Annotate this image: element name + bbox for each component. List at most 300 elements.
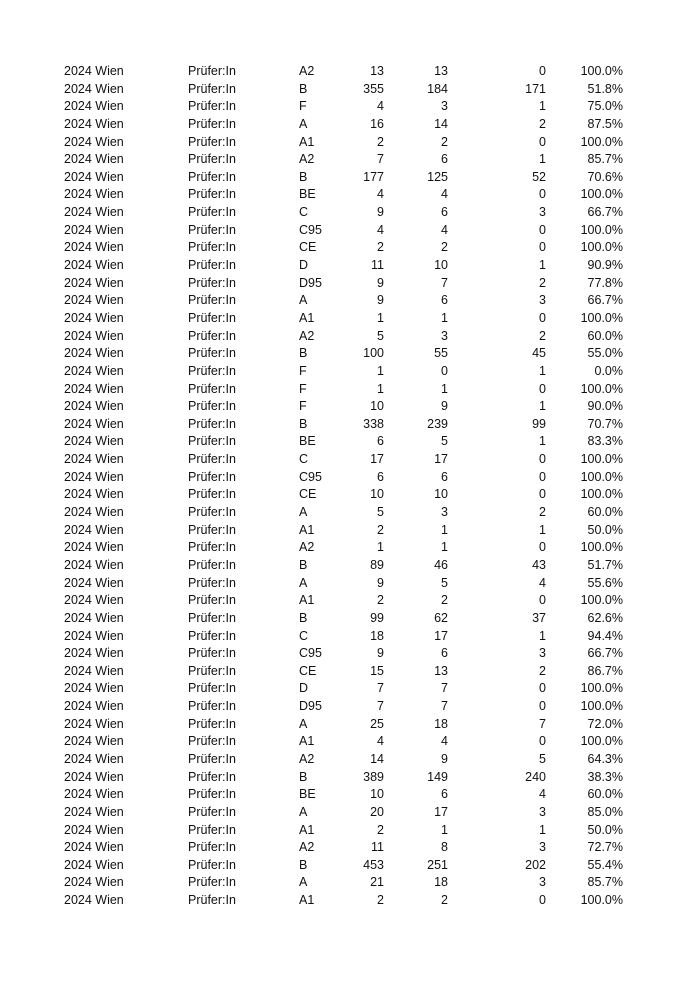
- license-class-cell: C: [299, 628, 309, 643]
- license-class-cell: CE: [299, 240, 317, 255]
- year-location-cell: 2024 Wien: [64, 575, 124, 590]
- license-class-cell: D95: [299, 275, 322, 290]
- table-row: [0, 822, 700, 840]
- passed-count-cell: 18: [434, 875, 448, 890]
- examiner-role-cell: Prüfer:In: [188, 363, 236, 378]
- license-class-cell: A1: [299, 310, 315, 325]
- total-count-cell: 9: [377, 646, 384, 661]
- total-count-cell: 9: [377, 575, 384, 590]
- examiner-role-cell: Prüfer:In: [188, 751, 236, 766]
- pass-rate-cell: 51.7%: [587, 557, 623, 572]
- license-class-cell: B: [299, 416, 308, 431]
- total-count-cell: 13: [370, 64, 384, 78]
- failed-count-cell: 3: [539, 205, 546, 220]
- failed-count-cell: 2: [539, 116, 546, 131]
- table-row: [0, 328, 700, 346]
- year-location-cell: 2024 Wien: [64, 716, 124, 731]
- pass-rate-cell: 100.0%: [580, 593, 623, 608]
- failed-count-cell: 0: [539, 734, 546, 749]
- year-location-cell: 2024 Wien: [64, 363, 124, 378]
- table-row: [0, 239, 700, 257]
- failed-count-cell: 0: [539, 893, 546, 908]
- passed-count-cell: 2: [441, 593, 448, 608]
- examiner-role-cell: Prüfer:In: [188, 293, 236, 308]
- passed-count-cell: 6: [441, 469, 448, 484]
- examiner-role-cell: Prüfer:In: [188, 469, 236, 484]
- year-location-cell: 2024 Wien: [64, 610, 124, 625]
- passed-count-cell: 4: [441, 187, 448, 202]
- failed-count-cell: 52: [532, 169, 546, 184]
- year-location-cell: 2024 Wien: [64, 346, 124, 361]
- year-location-cell: 2024 Wien: [64, 64, 124, 78]
- table-row: [0, 451, 700, 469]
- license-class-cell: B: [299, 346, 308, 361]
- total-count-cell: 2: [377, 593, 384, 608]
- year-location-cell: 2024 Wien: [64, 134, 124, 149]
- year-location-cell: 2024 Wien: [64, 205, 124, 220]
- year-location-cell: 2024 Wien: [64, 681, 124, 696]
- examiner-role-cell: Prüfer:In: [188, 205, 236, 220]
- table-row: [0, 786, 700, 804]
- examiner-role-cell: Prüfer:In: [188, 134, 236, 149]
- failed-count-cell: 3: [539, 804, 546, 819]
- table-row: [0, 275, 700, 293]
- total-count-cell: 20: [370, 804, 384, 819]
- year-location-cell: 2024 Wien: [64, 522, 124, 537]
- table-row: [0, 522, 700, 540]
- table-row: [0, 557, 700, 575]
- pass-rate-cell: 66.7%: [587, 205, 623, 220]
- passed-count-cell: 3: [441, 328, 448, 343]
- table-row: [0, 698, 700, 716]
- total-count-cell: 355: [363, 81, 384, 96]
- year-location-cell: 2024 Wien: [64, 222, 124, 237]
- passed-count-cell: 9: [441, 751, 448, 766]
- failed-count-cell: 240: [525, 769, 546, 784]
- pass-rate-cell: 87.5%: [587, 116, 623, 131]
- passed-count-cell: 1: [441, 381, 448, 396]
- passed-count-cell: 0: [441, 363, 448, 378]
- total-count-cell: 6: [377, 434, 384, 449]
- year-location-cell: 2024 Wien: [64, 452, 124, 467]
- failed-count-cell: 5: [539, 751, 546, 766]
- failed-count-cell: 37: [532, 610, 546, 625]
- year-location-cell: 2024 Wien: [64, 875, 124, 890]
- license-class-cell: C95: [299, 646, 322, 661]
- passed-count-cell: 55: [434, 346, 448, 361]
- passed-count-cell: 17: [434, 628, 448, 643]
- license-class-cell: A: [299, 293, 308, 308]
- failed-count-cell: 7: [539, 716, 546, 731]
- examiner-role-cell: Prüfer:In: [188, 346, 236, 361]
- examiner-role-cell: Prüfer:In: [188, 787, 236, 802]
- passed-count-cell: 7: [441, 275, 448, 290]
- examiner-role-cell: Prüfer:In: [188, 681, 236, 696]
- total-count-cell: 4: [377, 99, 384, 114]
- license-class-cell: A1: [299, 522, 315, 537]
- passed-count-cell: 14: [434, 116, 448, 131]
- total-count-cell: 11: [371, 840, 384, 855]
- license-class-cell: A: [299, 804, 308, 819]
- examiner-role-cell: Prüfer:In: [188, 557, 236, 572]
- year-location-cell: 2024 Wien: [64, 293, 124, 308]
- examiner-role-cell: Prüfer:In: [188, 328, 236, 343]
- data-table: [0, 63, 700, 910]
- total-count-cell: 389: [363, 769, 384, 784]
- failed-count-cell: 0: [539, 681, 546, 696]
- total-count-cell: 177: [363, 169, 384, 184]
- failed-count-cell: 99: [532, 416, 546, 431]
- table-row: [0, 116, 700, 134]
- year-location-cell: 2024 Wien: [64, 328, 124, 343]
- total-count-cell: 5: [377, 505, 384, 520]
- year-location-cell: 2024 Wien: [64, 787, 124, 802]
- total-count-cell: 100: [363, 346, 384, 361]
- passed-count-cell: 7: [441, 681, 448, 696]
- passed-count-cell: 5: [441, 434, 448, 449]
- passed-count-cell: 17: [434, 452, 448, 467]
- pass-rate-cell: 85.7%: [587, 875, 623, 890]
- failed-count-cell: 1: [539, 434, 546, 449]
- license-class-cell: A: [299, 875, 308, 890]
- examiner-role-cell: Prüfer:In: [188, 434, 236, 449]
- passed-count-cell: 2: [441, 893, 448, 908]
- total-count-cell: 1: [377, 540, 384, 555]
- passed-count-cell: 13: [434, 64, 448, 78]
- license-class-cell: CE: [299, 487, 317, 502]
- pass-rate-cell: 90.9%: [587, 258, 623, 273]
- year-location-cell: 2024 Wien: [64, 840, 124, 855]
- year-location-cell: 2024 Wien: [64, 646, 124, 661]
- failed-count-cell: 1: [539, 522, 546, 537]
- passed-count-cell: 239: [427, 416, 448, 431]
- failed-count-cell: 202: [525, 857, 546, 872]
- license-class-cell: A1: [299, 893, 315, 908]
- examiner-role-cell: Prüfer:In: [188, 522, 236, 537]
- total-count-cell: 5: [377, 328, 384, 343]
- pass-rate-cell: 100.0%: [580, 734, 623, 749]
- pass-rate-cell: 66.7%: [587, 293, 623, 308]
- failed-count-cell: 2: [539, 505, 546, 520]
- passed-count-cell: 1: [441, 522, 448, 537]
- pass-rate-cell: 51.8%: [587, 81, 623, 96]
- pass-rate-cell: 94.4%: [587, 628, 623, 643]
- pass-rate-cell: 70.6%: [587, 169, 623, 184]
- table-row: [0, 839, 700, 857]
- total-count-cell: 1: [377, 363, 384, 378]
- year-location-cell: 2024 Wien: [64, 734, 124, 749]
- license-class-cell: A2: [299, 840, 315, 855]
- pass-rate-cell: 70.7%: [587, 416, 623, 431]
- total-count-cell: 2: [377, 522, 384, 537]
- license-class-cell: C: [299, 205, 309, 220]
- failed-count-cell: 0: [539, 469, 546, 484]
- examiner-role-cell: Prüfer:In: [188, 875, 236, 890]
- table-row: [0, 363, 700, 381]
- license-class-cell: C95: [299, 222, 322, 237]
- pass-rate-cell: 100.0%: [580, 222, 623, 237]
- year-location-cell: 2024 Wien: [64, 663, 124, 678]
- total-count-cell: 10: [370, 399, 384, 414]
- failed-count-cell: 1: [539, 363, 546, 378]
- license-class-cell: F: [299, 363, 307, 378]
- total-count-cell: 16: [370, 116, 384, 131]
- year-location-cell: 2024 Wien: [64, 240, 124, 255]
- year-location-cell: 2024 Wien: [64, 822, 124, 837]
- passed-count-cell: 184: [427, 81, 448, 96]
- passed-count-cell: 4: [441, 222, 448, 237]
- year-location-cell: 2024 Wien: [64, 593, 124, 608]
- year-location-cell: 2024 Wien: [64, 557, 124, 572]
- failed-count-cell: 0: [539, 593, 546, 608]
- passed-count-cell: 10: [434, 487, 448, 502]
- examiner-role-cell: Prüfer:In: [188, 169, 236, 184]
- license-class-cell: A1: [299, 734, 315, 749]
- pass-rate-cell: 55.6%: [587, 575, 623, 590]
- year-location-cell: 2024 Wien: [64, 751, 124, 766]
- examiner-role-cell: Prüfer:In: [188, 610, 236, 625]
- license-class-cell: A: [299, 575, 308, 590]
- license-class-cell: D95: [299, 699, 322, 714]
- failed-count-cell: 0: [539, 240, 546, 255]
- pass-rate-cell: 100.0%: [580, 699, 623, 714]
- license-class-cell: BE: [299, 187, 316, 202]
- examiner-role-cell: Prüfer:In: [188, 116, 236, 131]
- pass-rate-cell: 72.7%: [587, 840, 623, 855]
- table-row: [0, 804, 700, 822]
- table-row: [0, 716, 700, 734]
- table-row: [0, 381, 700, 399]
- examiner-role-cell: Prüfer:In: [188, 310, 236, 325]
- examiner-role-cell: Prüfer:In: [188, 99, 236, 114]
- year-location-cell: 2024 Wien: [64, 769, 124, 784]
- total-count-cell: 338: [363, 416, 384, 431]
- examiner-role-cell: Prüfer:In: [188, 646, 236, 661]
- failed-count-cell: 3: [539, 875, 546, 890]
- passed-count-cell: 7: [441, 699, 448, 714]
- license-class-cell: A: [299, 116, 308, 131]
- year-location-cell: 2024 Wien: [64, 804, 124, 819]
- table-row: [0, 204, 700, 222]
- failed-count-cell: 0: [539, 310, 546, 325]
- total-count-cell: 18: [370, 628, 384, 643]
- examiner-role-cell: Prüfer:In: [188, 81, 236, 96]
- failed-count-cell: 1: [539, 152, 546, 167]
- examiner-role-cell: Prüfer:In: [188, 575, 236, 590]
- table-row: [0, 751, 700, 769]
- pass-rate-cell: 100.0%: [580, 134, 623, 149]
- passed-count-cell: 62: [434, 610, 448, 625]
- examiner-role-cell: Prüfer:In: [188, 840, 236, 855]
- examiner-role-cell: Prüfer:In: [188, 505, 236, 520]
- total-count-cell: 21: [370, 875, 384, 890]
- table-row: [0, 733, 700, 751]
- table-row: [0, 151, 700, 169]
- failed-count-cell: 45: [532, 346, 546, 361]
- total-count-cell: 7: [377, 152, 384, 167]
- failed-count-cell: 3: [539, 646, 546, 661]
- passed-count-cell: 18: [434, 716, 448, 731]
- year-location-cell: 2024 Wien: [64, 540, 124, 555]
- table-row: [0, 98, 700, 116]
- pass-rate-cell: 55.4%: [587, 857, 623, 872]
- pass-rate-cell: 100.0%: [580, 681, 623, 696]
- examiner-role-cell: Prüfer:In: [188, 222, 236, 237]
- table-row: [0, 645, 700, 663]
- year-location-cell: 2024 Wien: [64, 152, 124, 167]
- pass-rate-cell: 75.0%: [587, 99, 623, 114]
- passed-count-cell: 6: [441, 787, 448, 802]
- failed-count-cell: 0: [539, 699, 546, 714]
- total-count-cell: 4: [377, 222, 384, 237]
- license-class-cell: A2: [299, 540, 315, 555]
- license-class-cell: A1: [299, 134, 315, 149]
- failed-count-cell: 0: [539, 134, 546, 149]
- passed-count-cell: 6: [441, 293, 448, 308]
- examiner-role-cell: Prüfer:In: [188, 258, 236, 273]
- examiner-role-cell: Prüfer:In: [188, 893, 236, 908]
- total-count-cell: 9: [377, 275, 384, 290]
- passed-count-cell: 251: [427, 857, 448, 872]
- table-row: [0, 628, 700, 646]
- total-count-cell: 14: [370, 751, 384, 766]
- year-location-cell: 2024 Wien: [64, 81, 124, 96]
- year-location-cell: 2024 Wien: [64, 399, 124, 414]
- failed-count-cell: 1: [539, 399, 546, 414]
- year-location-cell: 2024 Wien: [64, 187, 124, 202]
- total-count-cell: 7: [377, 681, 384, 696]
- year-location-cell: 2024 Wien: [64, 381, 124, 396]
- failed-count-cell: 1: [539, 822, 546, 837]
- license-class-cell: A2: [299, 152, 315, 167]
- passed-count-cell: 17: [434, 804, 448, 819]
- failed-count-cell: 0: [539, 187, 546, 202]
- pass-rate-cell: 90.0%: [587, 399, 623, 414]
- year-location-cell: 2024 Wien: [64, 487, 124, 502]
- pass-rate-cell: 60.0%: [587, 505, 623, 520]
- pass-rate-cell: 0.0%: [594, 363, 623, 378]
- license-class-cell: A: [299, 505, 308, 520]
- passed-count-cell: 6: [441, 205, 448, 220]
- table-row: [0, 63, 700, 81]
- table-row: [0, 539, 700, 557]
- examiner-role-cell: Prüfer:In: [188, 540, 236, 555]
- examiner-role-cell: Prüfer:In: [188, 699, 236, 714]
- pass-rate-cell: 55.0%: [587, 346, 623, 361]
- failed-count-cell: 3: [539, 840, 546, 855]
- total-count-cell: 4: [377, 734, 384, 749]
- passed-count-cell: 125: [427, 169, 448, 184]
- table-row: [0, 433, 700, 451]
- pass-rate-cell: 50.0%: [587, 822, 623, 837]
- total-count-cell: 17: [370, 452, 384, 467]
- table-row: [0, 857, 700, 875]
- table-row: [0, 257, 700, 275]
- examiner-role-cell: Prüfer:In: [188, 487, 236, 502]
- license-class-cell: A1: [299, 593, 315, 608]
- table-row: [0, 169, 700, 187]
- examiner-role-cell: Prüfer:In: [188, 399, 236, 414]
- failed-count-cell: 0: [539, 487, 546, 502]
- table-row: [0, 310, 700, 328]
- license-class-cell: BE: [299, 434, 316, 449]
- year-location-cell: 2024 Wien: [64, 434, 124, 449]
- license-class-cell: BE: [299, 787, 316, 802]
- pass-rate-cell: 100.0%: [580, 381, 623, 396]
- year-location-cell: 2024 Wien: [64, 416, 124, 431]
- pass-rate-cell: 100.0%: [580, 310, 623, 325]
- pass-rate-cell: 100.0%: [580, 469, 623, 484]
- pass-rate-cell: 100.0%: [580, 487, 623, 502]
- examiner-role-cell: Prüfer:In: [188, 734, 236, 749]
- pass-rate-cell: 100.0%: [580, 64, 623, 78]
- pass-rate-cell: 85.7%: [587, 152, 623, 167]
- passed-count-cell: 3: [441, 99, 448, 114]
- table-row: [0, 486, 700, 504]
- failed-count-cell: 2: [539, 275, 546, 290]
- total-count-cell: 25: [370, 716, 384, 731]
- examiner-role-cell: Prüfer:In: [188, 716, 236, 731]
- year-location-cell: 2024 Wien: [64, 699, 124, 714]
- failed-count-cell: 4: [539, 787, 546, 802]
- passed-count-cell: 3: [441, 505, 448, 520]
- table-row: [0, 504, 700, 522]
- total-count-cell: 89: [370, 557, 384, 572]
- year-location-cell: 2024 Wien: [64, 99, 124, 114]
- examiner-role-cell: Prüfer:In: [188, 152, 236, 167]
- license-class-cell: B: [299, 81, 308, 96]
- pass-rate-cell: 83.3%: [587, 434, 623, 449]
- failed-count-cell: 0: [539, 381, 546, 396]
- examiner-role-cell: Prüfer:In: [188, 381, 236, 396]
- total-count-cell: 15: [370, 663, 384, 678]
- failed-count-cell: 171: [525, 81, 546, 96]
- failed-count-cell: 1: [539, 628, 546, 643]
- total-count-cell: 9: [377, 205, 384, 220]
- examiner-role-cell: Prüfer:In: [188, 240, 236, 255]
- license-class-cell: A2: [299, 751, 315, 766]
- license-class-cell: C: [299, 452, 309, 467]
- table-row: [0, 892, 700, 910]
- total-count-cell: 2: [377, 822, 384, 837]
- failed-count-cell: 43: [532, 557, 546, 572]
- year-location-cell: 2024 Wien: [64, 116, 124, 131]
- license-class-cell: B: [299, 557, 308, 572]
- examiner-role-cell: Prüfer:In: [188, 663, 236, 678]
- license-class-cell: B: [299, 610, 308, 625]
- examiner-role-cell: Prüfer:In: [188, 416, 236, 431]
- table-row: [0, 680, 700, 698]
- passed-count-cell: 149: [427, 769, 448, 784]
- passed-count-cell: 6: [441, 646, 448, 661]
- year-location-cell: 2024 Wien: [64, 893, 124, 908]
- failed-count-cell: 0: [539, 452, 546, 467]
- license-class-cell: A2: [299, 328, 315, 343]
- passed-count-cell: 46: [434, 557, 448, 572]
- table-row: [0, 398, 700, 416]
- failed-count-cell: 1: [539, 258, 546, 273]
- failed-count-cell: 1: [539, 99, 546, 114]
- total-count-cell: 2: [377, 893, 384, 908]
- table-row: [0, 81, 700, 99]
- failed-count-cell: 3: [539, 293, 546, 308]
- pass-rate-cell: 66.7%: [587, 646, 623, 661]
- table-row: [0, 222, 700, 240]
- license-class-cell: D: [299, 258, 309, 273]
- pass-rate-cell: 100.0%: [580, 540, 623, 555]
- table-row: [0, 345, 700, 363]
- failed-count-cell: 2: [539, 328, 546, 343]
